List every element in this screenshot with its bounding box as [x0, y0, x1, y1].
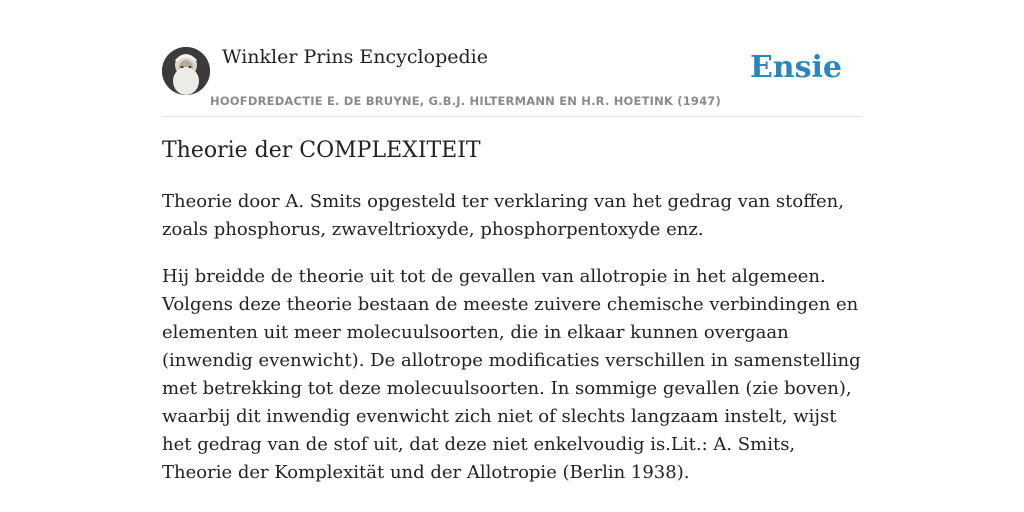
site-title[interactable]: Winkler Prins Encyclopedie [222, 46, 488, 68]
editors-credit: HOOFDREDACTIE E. DE BRUYNE, G.B.J. HILTERMANN EN H.R. HOETINK (1947) [210, 94, 721, 108]
author-avatar [162, 47, 210, 95]
article-title: Theorie der COMPLEXITEIT [162, 138, 481, 163]
ensie-logo[interactable]: Ensie [749, 50, 842, 85]
bearded-man-portrait-icon [162, 47, 210, 95]
site-header [162, 40, 862, 117]
article [162, 138, 862, 487]
article-paragraph-2: Hij breidde de theorie uit tot de gevallen van allotropie in het algemeen. Volgens deze theorie bestaan de meeste zuivere chemische verbindingen en elementen uit meer molecuulsoorten, die in elkaar kunnen overgaan (inwendig evenwicht). De allotrope modificaties verschillen in samenstelling met betrekking tot deze molecuulsoorten. In sommige gevallen (zie boven), waarbij dit inwendig evenwicht zich niet of slechts langzaam instelt, wijst het gedrag van de stof uit, dat deze niet enkelvoudig is.Lit.: A. Smits, Theorie der Komplexität und der Allotropie (Berlin 1938). [162, 266, 861, 483]
article-paragraph-1: Theorie door A. Smits opgesteld ter verklaring van het gedrag van stoffen, zoals phosphorus, zwaveltrioxyde, phosphorpentoxyde enz. [162, 191, 844, 240]
